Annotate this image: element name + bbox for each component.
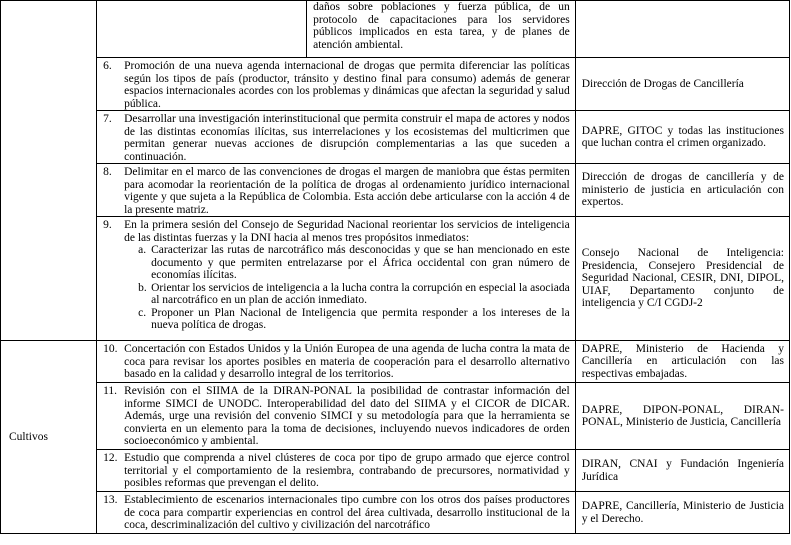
action-number: 11. — [103, 385, 118, 397]
table-row — [1, 58, 790, 111]
action-number: 8. — [103, 166, 112, 178]
category-label: Cultivos — [9, 430, 48, 443]
action-cell — [97, 341, 576, 383]
responsible-text: Dirección de Drogas de Cancillería — [581, 77, 744, 90]
action-cell — [97, 450, 576, 492]
continuation-text: daños sobre poblaciones y fuerza pública, de un protocolo de capacitaciones para los servidores públicos implicados en esta tarea, y de planes de atención ambiental. — [306, 1, 575, 57]
responsible-cell — [575, 341, 789, 383]
table-row — [1, 450, 790, 492]
sub-item-list — [124, 244, 570, 332]
responsible-cell — [575, 383, 789, 450]
action-text: Establecimiento de escenarios internacionales tipo cumbre con los otros dos países productores de coca para compartir experiencias en control del área cultivada, desarrollo institucional de la coca, descriminalización del cultivo y civilización del narcotráfico — [124, 494, 570, 531]
action-cell — [97, 164, 576, 217]
table-row — [1, 341, 790, 383]
action-number: 6. — [103, 60, 112, 72]
responsible-cell — [575, 217, 789, 341]
table-row — [1, 383, 790, 450]
responsible-cell — [575, 164, 789, 217]
action-number: 7. — [103, 113, 112, 125]
action-cell — [97, 58, 576, 111]
list-item: b. Orientar los servicios de inteligencia a la lucha contra la corrupción en especial la asociada al narcotráfico en un plan de acción inmediato. — [138, 281, 570, 306]
table-row-continuation — [1, 1, 790, 58]
table-row — [1, 111, 790, 164]
list-item: a. Caracterizar las rutas de narcotráfico más desconocidas y que se han mencionado en este documento y que permiten entrelazarse por el África occidental con gran número de economías ilícitas. — [138, 244, 570, 281]
responsible-text: DAPRE, Cancillería, Ministerio de Justicia y el Derecho. — [581, 500, 784, 525]
action-cell — [97, 111, 576, 164]
action-cell — [97, 217, 576, 341]
category-cell-cultivos — [1, 341, 97, 534]
action-text: Concertación con Estados Unidos y la Unión Europea de una agenda de lucha contra la mata de coca para revisar los aportes posibles en materia de cooperación para el desarrollo alternativo basado en la calidad y desarrollo integral de los territorios. — [124, 343, 570, 380]
action-number: 9. — [103, 219, 112, 231]
responsible-cell — [575, 450, 789, 492]
action-text: Revisión con el SIIMA de la DIRAN-PONAL la posibilidad de contrastar información del informe SIMCI de UNODC. Interoperabilidad del dato del SIIMA y el CICOR de DICAR. Además, urge una revisión del convenio SIMCI y su metodología para que la herramienta se convierta en un elemento para la toma de decisiones, incluyendo nuevos indicadores de orden socioeconómico y ambiental. — [124, 385, 570, 447]
responsible-cell — [575, 492, 789, 534]
action-text: Delimitar en el marco de las convenciones de drogas el margen de maniobra que éstas permiten para acomodar la reorientación de la política de drogas al ordenamiento jurídico internacional vigente y que sujeta a la República de Colombia. Esta acción debe articularse con la acción 4 de la presente matriz. — [124, 166, 570, 216]
responsible-text: DAPRE, GITOC y todas las instituciones que luchan contra el crimen organizado. — [581, 124, 784, 149]
responsible-text: DIRAN, CNAI y Fundación Ingeniería Jurídica — [581, 458, 784, 483]
action-number: 13. — [103, 494, 118, 506]
action-cell — [97, 492, 576, 534]
action-text: Desarrollar una investigación interinstitucional que permita construir el mapa de actores y nodos de las distintas economías ilícitas, sus interrelaciones y los ecosistemas del multicrimen que permitan generar nuevas acciones de disrupción complementarias a las que suceden a continuación. — [124, 113, 570, 163]
responsible-text: Consejo Nacional de Inteligencia: Presidencia, Consejero Presidencial de Seguridad Nacional, CESIR, DNI, DIPOL, UIAF, Departamento conjunto de inteligencia y C/I CGDJ-2 — [581, 247, 784, 310]
table-row — [1, 164, 790, 217]
action-text: Estudio que comprenda a nivel clústeres de coca por tipo de grupo armado que ejerce control territorial y el comportamiento de la resiembra, contrabando de precursores, normatividad y posibles reformas que prevengan el delito. — [124, 452, 570, 489]
responsible-cell — [575, 111, 789, 164]
action-cell — [97, 383, 576, 450]
action-number: 12. — [103, 452, 118, 464]
action-text: Promoción de una nueva agenda internacional de drogas que permita diferenciar las políticas según los tipos de país (productor, tránsito y destino final para consumo) además de generar espacios internacionales acordes con los problemas y dinámicas que afectan la seguridad y salud pública. — [124, 60, 570, 110]
responsible-text: DAPRE, DIPON-PONAL, DIRAN-PONAL, Ministerio de Justicia, Cancillería — [581, 403, 784, 428]
responsible-text: DAPRE, Ministerio de Hacienda y Cancillería en articulación con las respectivas embajadas. — [581, 342, 784, 380]
action-text: En la primera sesión del Consejo de Seguridad Nacional reorientar los servicios de inteligencia de las distintas fuerzas y la DNI hacia al menos tres propósitos inmediatos: — [124, 219, 570, 244]
category-cell-empty — [1, 1, 97, 341]
list-item: c. Proponer un Plan Nacional de Inteligencia que permita responder a los intereses de la nueva política de drogas. — [138, 306, 570, 331]
action-cell-continuation — [97, 1, 576, 58]
action-number: 10. — [103, 343, 118, 355]
responsible-text: Dirección de drogas de cancillería y de ministerio de justicia en articulación con expertos. — [581, 171, 784, 209]
table-row — [1, 217, 790, 341]
table-row — [1, 492, 790, 534]
responsible-cell-continuation — [575, 1, 789, 58]
responsible-cell — [575, 58, 789, 111]
